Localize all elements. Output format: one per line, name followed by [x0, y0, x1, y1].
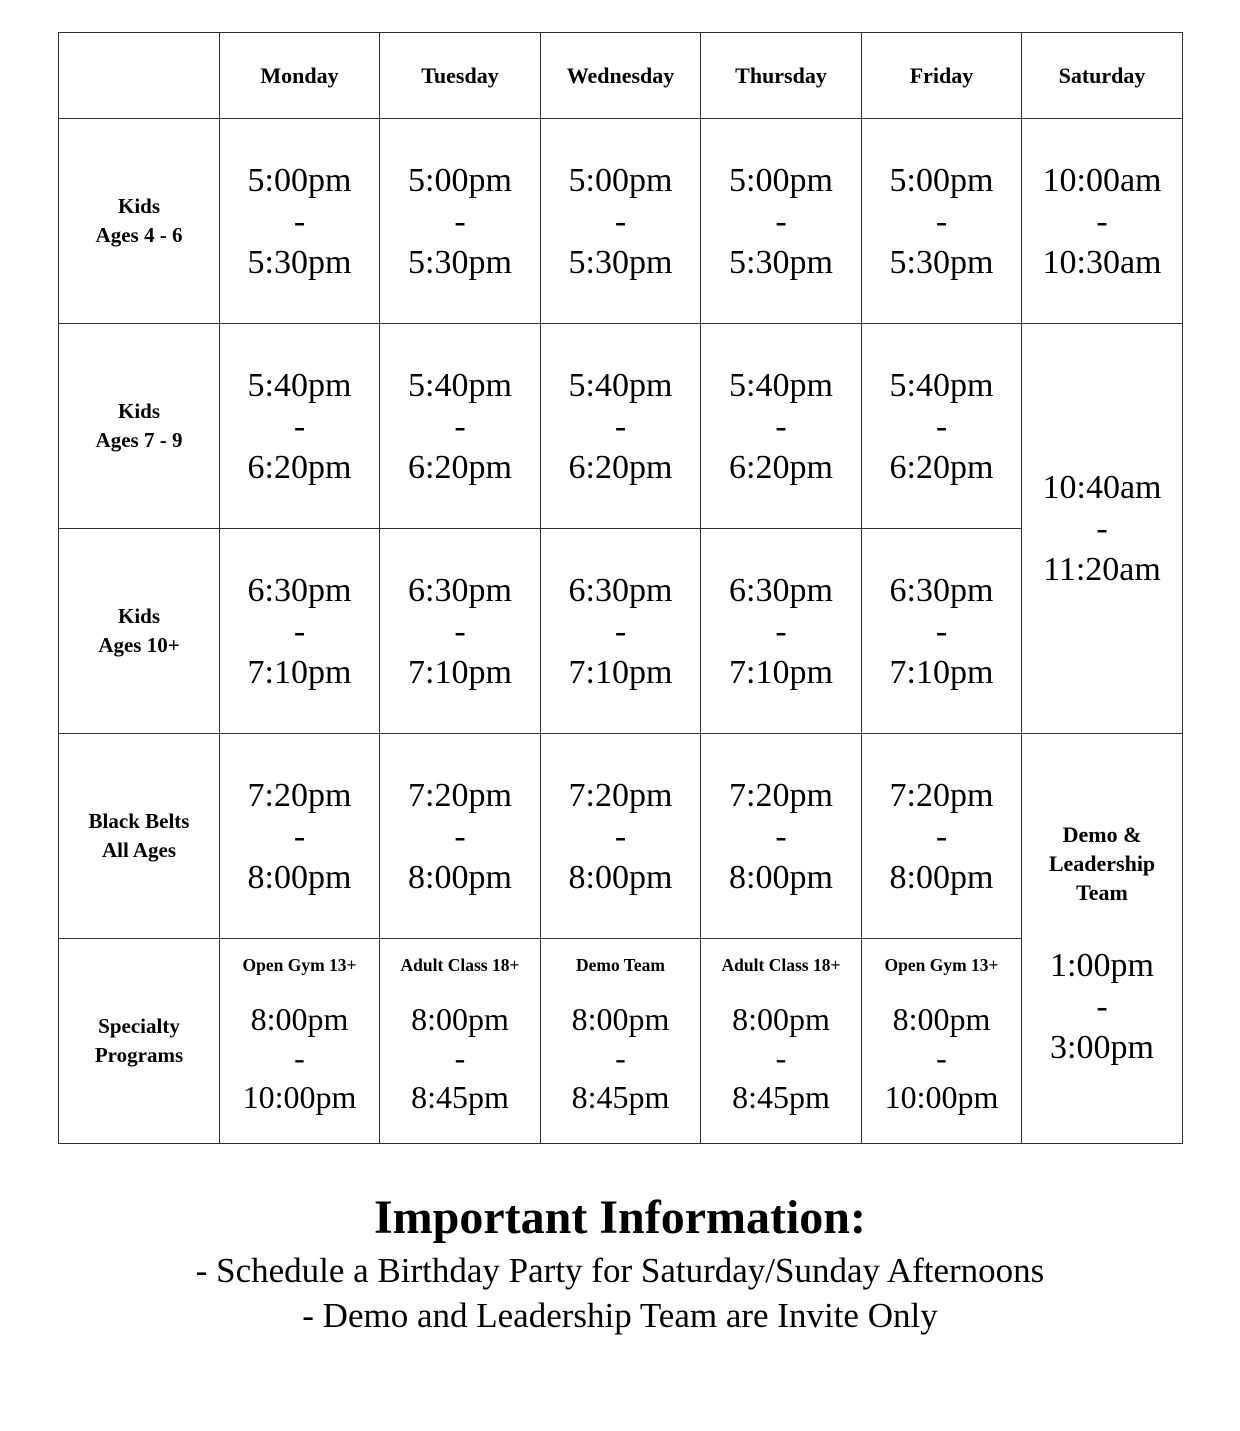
start-time: 7:20pm [568, 776, 673, 814]
time-separator: - [454, 407, 466, 445]
end-time: 7:10pm [408, 653, 512, 691]
row-label-line2: Programs [94, 1043, 184, 1067]
start-time: 5:40pm [247, 366, 352, 404]
time-cell-friday [862, 734, 1022, 939]
time-separator: - [293, 407, 306, 445]
end-time: 8:45pm [571, 1078, 670, 1115]
row-label-line1: Specialty [98, 1014, 180, 1038]
time-cell-saturday-merged [1022, 324, 1183, 734]
end-time: 7:10pm [568, 653, 673, 691]
row-label-line2: Ages 10+ [98, 633, 180, 657]
time-separator: - [293, 817, 306, 855]
time-separator: - [1096, 987, 1108, 1025]
start-time: 5:40pm [889, 366, 994, 404]
start-time: 6:30pm [408, 571, 512, 609]
end-time: 8:00pm [568, 858, 673, 896]
end-time: 3:00pm [1050, 1028, 1154, 1066]
start-time: 8:00pm [892, 1000, 991, 1037]
time-separator: - [454, 202, 466, 240]
row-label-line1: Kids [117, 399, 161, 423]
program-name: Open Gym 13+ [242, 954, 357, 975]
row-label [59, 529, 220, 734]
row-label-line1: Black Belts [88, 809, 190, 833]
time-cell-tuesday [380, 119, 541, 324]
time-cell-monday [220, 324, 380, 529]
start-time: 5:40pm [729, 366, 833, 404]
demo-title-line3: Team [1076, 879, 1128, 905]
demo-title-line2: Leadership [1048, 850, 1156, 876]
program-name: Adult Class 18+ [400, 954, 520, 975]
end-time: 7:10pm [729, 653, 833, 691]
time-cell-friday [862, 324, 1022, 529]
time-separator: - [1096, 202, 1108, 240]
time-separator: - [775, 612, 787, 650]
program-name: Adult Class 18+ [721, 954, 841, 975]
end-time: 5:30pm [729, 243, 833, 281]
start-time: 5:00pm [889, 161, 994, 199]
start-time: 7:20pm [729, 776, 833, 814]
time-cell-monday [220, 529, 380, 734]
time-separator: - [935, 202, 948, 240]
end-time: 6:20pm [408, 448, 512, 486]
start-time: 5:00pm [408, 161, 512, 199]
info-line-invite-only: - Demo and Leadership Team are Invite Only [302, 1296, 938, 1335]
row-label [59, 734, 220, 939]
start-time: 8:00pm [250, 1000, 349, 1037]
start-time: 1:00pm [1050, 946, 1154, 984]
time-cell-monday [220, 734, 380, 939]
end-time: 7:10pm [889, 653, 994, 691]
time-cell-thursday [701, 119, 862, 324]
day-header-wednesday: Wednesday [541, 33, 701, 119]
program-name: Open Gym 13+ [884, 954, 999, 975]
start-time: 10:00am [1042, 161, 1162, 199]
program-cell-tuesday [380, 939, 541, 1144]
header-row [59, 33, 1183, 119]
time-separator: - [935, 817, 948, 855]
end-time: 5:30pm [568, 243, 673, 281]
time-cell-wednesday [541, 734, 701, 939]
time-separator: - [1096, 510, 1108, 547]
start-time: 5:40pm [568, 366, 673, 404]
start-time: 8:00pm [571, 1000, 670, 1037]
end-time: 10:30am [1042, 243, 1162, 281]
program-cell-wednesday [541, 939, 701, 1144]
program-cell-thursday [701, 939, 862, 1144]
start-time: 10:40am [1042, 469, 1162, 506]
time-separator: - [775, 202, 787, 240]
time-separator: - [614, 202, 627, 240]
time-separator: - [775, 817, 787, 855]
time-cell-thursday [701, 529, 862, 734]
time-cell-tuesday [380, 734, 541, 939]
time-separator: - [935, 612, 948, 650]
info-line-birthday: - Schedule a Birthday Party for Saturday/Sunday Afternoons [195, 1251, 1045, 1290]
day-header-saturday: Saturday [1022, 33, 1183, 119]
info-title: Important Information: [374, 1191, 866, 1244]
end-time: 6:20pm [247, 448, 352, 486]
time-separator: - [614, 407, 627, 445]
start-time: 5:40pm [408, 366, 512, 404]
end-time: 7:10pm [247, 653, 352, 691]
end-time: 6:20pm [889, 448, 994, 486]
end-time: 5:30pm [247, 243, 352, 281]
day-header-thursday: Thursday [701, 33, 862, 119]
time-cell-wednesday [541, 529, 701, 734]
end-time: 6:20pm [568, 448, 673, 486]
program-name: Demo Team [576, 954, 665, 975]
time-cell-saturday-demo-team [1022, 734, 1183, 1144]
start-time: 5:00pm [568, 161, 673, 199]
program-cell-friday [862, 939, 1022, 1144]
start-time: 7:20pm [408, 776, 512, 814]
end-time: 5:30pm [408, 243, 512, 281]
schedule-row-kids-7-9 [59, 324, 1183, 529]
start-time: 5:00pm [247, 161, 352, 199]
end-time: 10:00pm [884, 1078, 999, 1115]
row-label-line1: Kids [117, 604, 161, 628]
start-time: 6:30pm [729, 571, 833, 609]
time-separator: - [935, 407, 948, 445]
start-time: 6:30pm [568, 571, 673, 609]
row-label-line2: Ages 4 - 6 [95, 223, 183, 247]
end-time: 6:20pm [729, 448, 833, 486]
end-time: 8:00pm [729, 858, 833, 896]
demo-title-line1: Demo & [1062, 821, 1142, 847]
time-separator: - [454, 1039, 466, 1076]
row-label [59, 119, 220, 324]
time-cell-monday [220, 119, 380, 324]
end-time: 11:20am [1043, 551, 1161, 588]
end-time: 8:45pm [732, 1078, 830, 1115]
start-time: 8:00pm [732, 1000, 830, 1037]
schedule-row-black-belts [59, 734, 1183, 939]
start-time: 6:30pm [247, 571, 352, 609]
time-separator: - [454, 817, 466, 855]
end-time: 8:45pm [411, 1078, 509, 1115]
start-time: 5:00pm [729, 161, 833, 199]
start-time: 6:30pm [889, 571, 994, 609]
day-header-friday: Friday [862, 33, 1022, 119]
important-information [0, 1188, 1240, 1338]
schedule-table [58, 32, 1183, 1144]
time-cell-thursday [701, 324, 862, 529]
time-cell-saturday [1022, 119, 1183, 324]
row-label-line2: Ages 7 - 9 [95, 428, 183, 452]
start-time: 7:20pm [889, 776, 994, 814]
time-separator: - [775, 1039, 787, 1076]
schedule-row-kids-4-6 [59, 119, 1183, 324]
time-cell-wednesday [541, 324, 701, 529]
schedule-row-kids-10-plus [59, 529, 1183, 734]
time-separator: - [614, 817, 627, 855]
schedule-row-specialty [59, 939, 1183, 1144]
time-cell-friday [862, 529, 1022, 734]
end-time: 8:00pm [889, 858, 994, 896]
end-time: 8:00pm [408, 858, 512, 896]
time-cell-tuesday [380, 324, 541, 529]
start-time: 8:00pm [411, 1000, 509, 1037]
row-label [59, 324, 220, 529]
time-cell-wednesday [541, 119, 701, 324]
start-time: 7:20pm [247, 776, 352, 814]
row-label-line2: All Ages [101, 838, 177, 862]
demo-leadership-title [1022, 820, 1182, 907]
end-time: 8:00pm [247, 858, 352, 896]
row-label-line1: Kids [117, 194, 161, 218]
day-header-tuesday: Tuesday [380, 33, 541, 119]
day-header-monday: Monday [220, 33, 380, 119]
end-time: 10:00pm [242, 1078, 357, 1115]
time-cell-friday [862, 119, 1022, 324]
end-time: 5:30pm [889, 243, 994, 281]
row-label [59, 939, 220, 1144]
time-separator: - [293, 612, 306, 650]
time-cell-tuesday [380, 529, 541, 734]
time-separator: - [294, 1039, 305, 1076]
time-separator: - [615, 1039, 626, 1076]
program-cell-monday [220, 939, 380, 1144]
corner-cell [59, 33, 220, 119]
time-separator: - [614, 612, 627, 650]
time-separator: - [293, 202, 306, 240]
time-separator: - [936, 1039, 947, 1076]
time-separator: - [775, 407, 787, 445]
time-separator: - [454, 612, 466, 650]
time-cell-thursday [701, 734, 862, 939]
